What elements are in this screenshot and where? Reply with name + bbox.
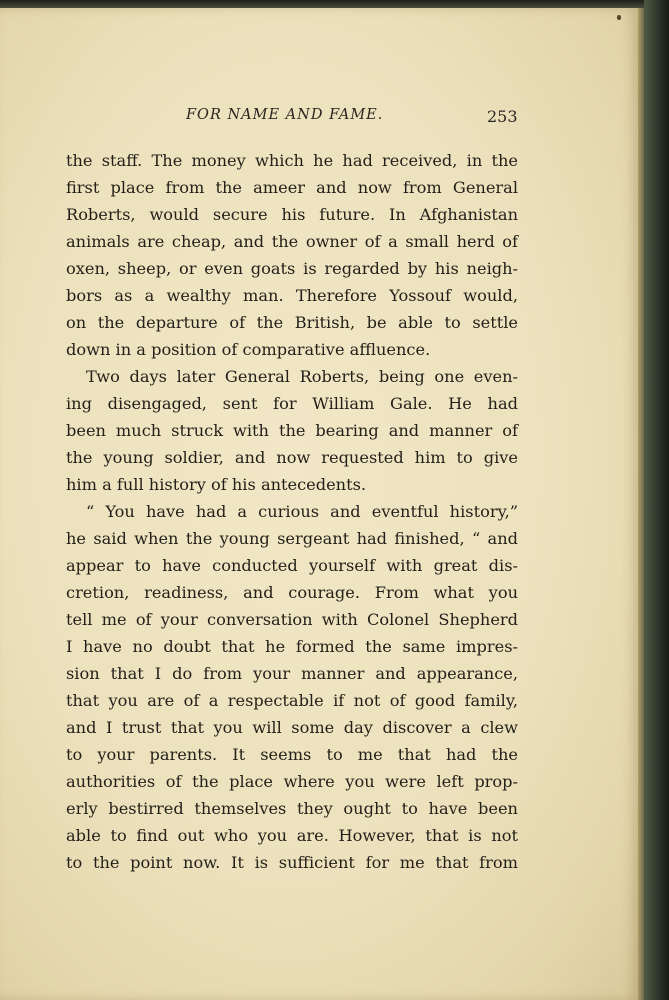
text-line: the young soldier, and now requested him to give	[66, 448, 518, 467]
text-line: appear to have conducted yourself with great dis-	[66, 556, 518, 575]
text-line: I have no doubt that he formed the same impres-	[66, 637, 518, 656]
text-line: Two days later General Roberts, being one even-	[86, 367, 518, 386]
text-line: cretion, readiness, and courage. From what you	[66, 583, 518, 602]
text-line: “ You have had a curious and eventful history,”	[86, 502, 518, 521]
text-line: animals are cheap, and the owner of a small herd of	[66, 232, 518, 251]
running-head: FOR NAME AND FAME.	[186, 107, 384, 123]
text-line: been much struck with the bearing and manner of	[66, 421, 518, 440]
text-line: him a full history of his antecedents.	[66, 475, 367, 494]
text-line: and I trust that you will some day discover a clew	[66, 718, 518, 737]
text-line: tell me of your conversation with Colonel Shepherd	[66, 610, 518, 629]
page-number: 253	[487, 107, 518, 126]
text-line: first place from the ameer and now from General	[66, 178, 518, 197]
text-line: to your parents. It seems to me that had the	[66, 745, 518, 764]
page-header	[0, 107, 638, 131]
text-line: authorities of the place where you were left prop-	[66, 772, 518, 791]
text-line: down in a position of comparative affluence.	[66, 340, 431, 359]
text-line: Roberts, would secure his future. In Afghanistan	[66, 205, 518, 224]
book-spine	[644, 0, 669, 1000]
text-line: to the point now. It is sufficient for me that from	[66, 853, 518, 872]
text-line: on the departure of the British, be able to settle	[66, 313, 518, 332]
text-line: the staff. The money which he had received, in the	[66, 151, 518, 170]
page-mark	[617, 15, 621, 20]
text-line: he said when the young sergeant had finished, “ and	[66, 529, 518, 548]
text-line: oxen, sheep, or even goats is regarded by his neigh-	[66, 259, 518, 278]
text-line: bors as a wealthy man. Therefore Yossouf would,	[66, 286, 518, 305]
text-line: erly bestirred themselves they ought to have been	[66, 799, 518, 818]
text-line: ing disengaged, sent for William Gale. He had	[66, 394, 518, 413]
body-text	[66, 147, 518, 876]
text-line: sion that I do from your manner and appearance,	[66, 664, 518, 683]
text-line: able to find out who you are. However, that is not	[66, 826, 518, 845]
text-line: that you are of a respectable if not of good family,	[66, 691, 518, 710]
